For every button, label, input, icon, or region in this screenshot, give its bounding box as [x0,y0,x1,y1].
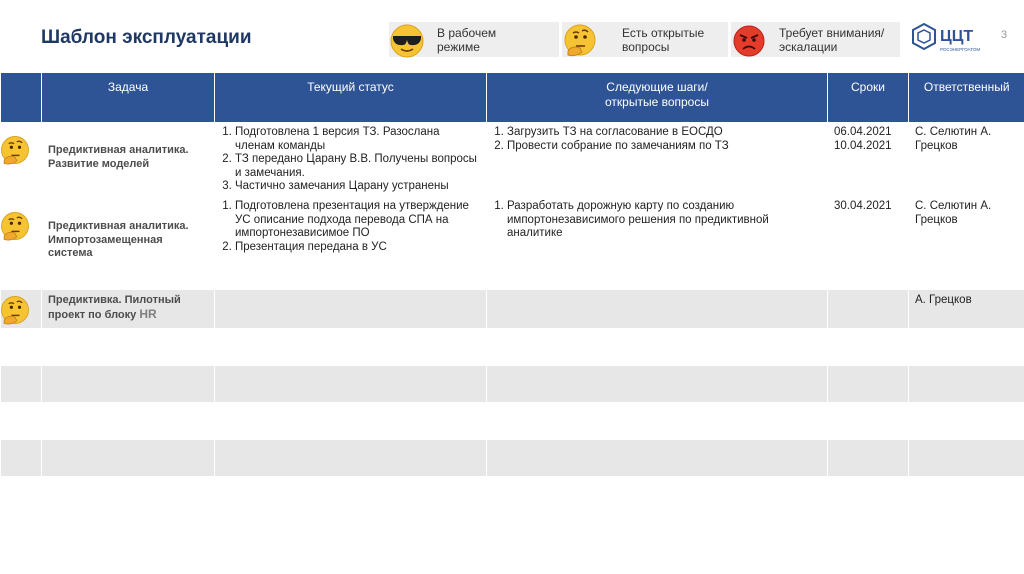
thinking-face-icon [560,21,600,64]
header-responsible: Ответственный [909,73,1024,122]
legend-attention-label: Требует внимания/ эскалации [779,26,885,54]
legend-attention [731,22,900,57]
task-cell: Предиктивная аналитика. Развитие моделей [42,122,215,196]
status-item: 3. Частично замечания Царану устранены [235,180,482,194]
row-status-cell [1,290,42,328]
deadline-cell: 06.04.2021 10.04.2021 [828,122,909,196]
status-item: 2. Презентация передана в УС [235,241,482,255]
table-row [1,196,1024,290]
table-header-row [1,73,1024,122]
cool-face-icon [387,21,427,64]
legend-working [389,22,559,57]
logo-subtext: РОСЭНЕРГОАТОМ [940,47,981,52]
header-status-col [1,73,42,122]
logo-text: ЦЦТ [940,28,974,45]
deadline-cell: 30.04.2021 [828,196,909,290]
next-steps-cell [487,196,828,290]
page-title: Шаблон эксплуатации [41,27,252,48]
status-cell [215,290,487,328]
task-cell: Предиктивная аналитика. Импортозамещенная система [42,196,215,290]
table-row [1,366,1024,402]
page-number: 3 [1001,29,1008,41]
next-steps-cell [487,290,828,328]
deadline-cell [828,290,909,328]
header-task: Задача [42,73,215,122]
task-cell [42,290,215,328]
responsible-cell: А. Грецков [909,290,1024,328]
task-text: Предиктивка. Пилотный проект по блоку [48,294,181,321]
next-step-item: 1. Загрузить ТЗ на согласование в ЕОСДО [507,126,823,140]
status-cell [215,196,487,290]
header-deadline: Сроки [828,73,909,122]
angry-face-icon [729,21,769,64]
next-steps-cell [487,122,828,196]
next-step-item: 2. Провести собрание по замечаниям по ТЗ [507,140,823,154]
status-item: 1. Подготовлена презентация на утверждение УС описание подхода перевода СПА на импортонезависимое ПО [235,200,482,241]
status-cell [215,122,487,196]
task-hr-text: HR [139,306,157,321]
header-next-steps: Следующие шаги/ открытые вопросы [487,73,828,122]
company-logo [910,21,990,59]
table-row [1,402,1024,440]
legend-open-questions-label: Есть открытые вопросы [622,26,705,54]
header-current-status: Текущий статус [215,73,487,122]
row-status-cell [1,122,42,196]
responsible-cell: С. Селютин А. Грецков [909,196,1024,290]
table-row [1,122,1024,196]
responsible-cell: С. Селютин А. Грецков [909,122,1024,196]
thinking-face-icon [0,132,33,168]
next-step-item: 1. Разработать дорожную карту по созданию импортонезависимого решения по предиктивной аналитике [507,200,823,241]
thinking-face-icon [0,208,33,244]
operations-table [0,73,1024,476]
table-row [1,440,1024,476]
legend-working-label: В рабочем режиме [437,26,497,54]
thinking-face-icon [0,292,33,328]
status-item: 1. Подготовлена 1 версия ТЗ. Разослана членам команды [235,126,482,153]
table-row [1,290,1024,328]
row-status-cell [1,196,42,290]
table-row [1,328,1024,366]
status-item: 2. ТЗ передано Царану В.В. Получены вопросы и замечания. [235,153,482,180]
legend-open-questions [562,22,728,57]
